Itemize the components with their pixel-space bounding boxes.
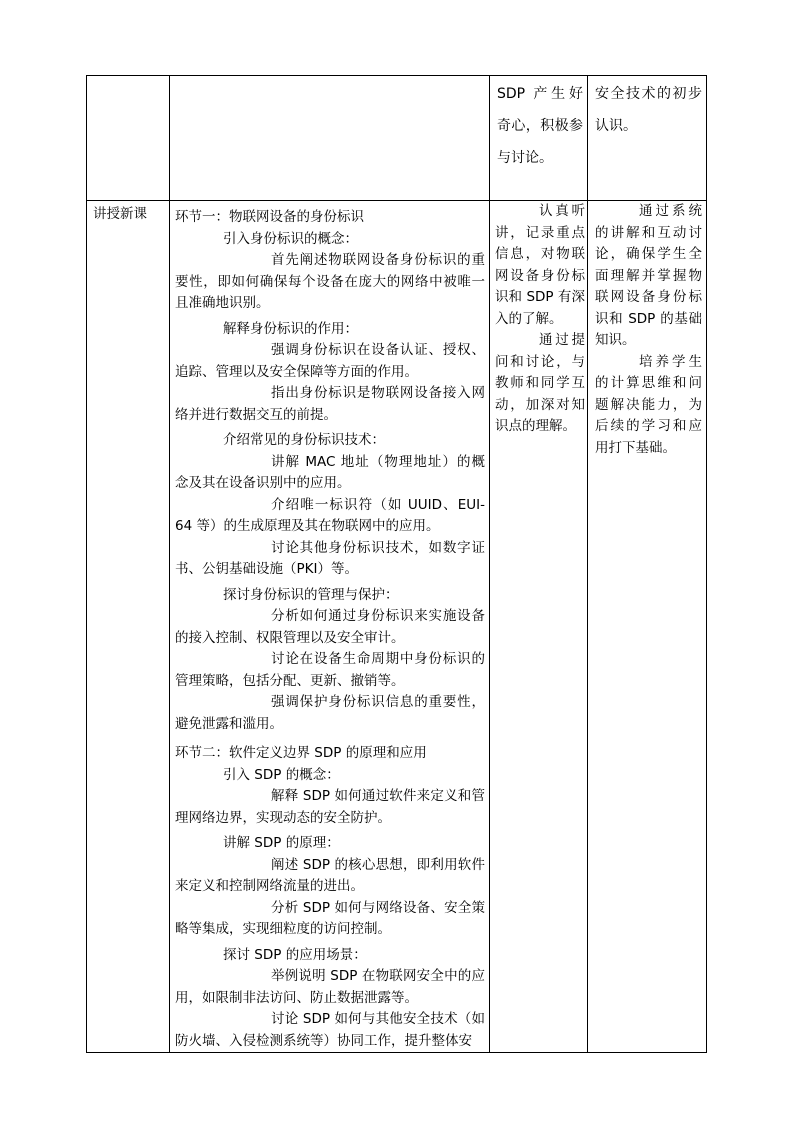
section-title: 环节二：软件定义边界 SDP 的原理和应用 bbox=[175, 745, 427, 761]
paragraph: 讨论在设备生命周期中身份标识的管理策略，包括分配、更新、撤销等。 bbox=[175, 651, 485, 689]
paragraph: 强调保护身份标识信息的重要性，避免泄露和滥用。 bbox=[175, 694, 485, 732]
stage-label: 讲授新课 bbox=[93, 206, 147, 222]
block-heading: 探讨身份标识的管理与保护： bbox=[223, 586, 399, 603]
cell-label-empty bbox=[87, 76, 170, 201]
cell-content-empty bbox=[170, 76, 490, 201]
paragraph: 解释 SDP 如何通过软件来定义和管理网络边界，实现动态的安全防护。 bbox=[175, 788, 485, 826]
paragraph: 举例说明 SDP 在物联网安全中的应用，如限制非法访问、防止数据泄露等。 bbox=[175, 968, 485, 1006]
design-purpose-paragraph: 通过系统的讲解和互动讨论，确保学生全面理解并掌握物联网设备身份标识和 SDP 的基础知识。 bbox=[595, 203, 702, 348]
paragraph: 阐述 SDP 的核心思想，即利用软件来定义和控制网络流量的进出。 bbox=[175, 856, 485, 894]
cell-student-activity bbox=[490, 201, 588, 1053]
paragraph: 首先阐述物联网设备身份标识的重要性，即如何确保每个设备在庞大的网络中被唯一且准确地识别。 bbox=[175, 252, 485, 311]
cell-design-purpose bbox=[588, 201, 707, 1053]
student-activity-text: SDP 产生好奇心，积极参与讨论。 bbox=[497, 86, 583, 166]
block-heading: 讲解 SDP 的原理： bbox=[223, 835, 340, 851]
block-heading: 解释身份标识的作用： bbox=[223, 320, 358, 337]
design-purpose-text: 安全技术的初步认识。 bbox=[595, 86, 702, 134]
block-heading: 引入身份标识的概念： bbox=[223, 230, 358, 247]
paragraph: 指出身份标识是物联网设备接入网络并进行数据交互的前提。 bbox=[175, 385, 485, 423]
table-row-new-lesson bbox=[87, 201, 707, 1053]
student-activity-paragraph: 认真听讲，记录重点信息，对物联网设备身份标识和 SDP 有深入的了解。 bbox=[495, 203, 585, 327]
design-purpose-paragraph: 培养学生的计算思维和问题解决能力，为后续的学习和应用打下基础。 bbox=[595, 353, 702, 456]
section-title: 环节一：物联网设备的身份标识 bbox=[175, 209, 364, 225]
student-activity-paragraph: 通过提问和讨论，与教师和同学互动，加深对知识点的理解。 bbox=[495, 332, 585, 434]
cell-student-activity-top bbox=[490, 76, 588, 201]
paragraph: 强调身份标识在设备认证、授权、追踪、管理以及安全保障等方面的作用。 bbox=[175, 342, 485, 380]
cell-stage-label bbox=[87, 201, 170, 1053]
paragraph: 讨论其他身份标识技术，如数字证书、公钥基础设施（PKI）等。 bbox=[175, 539, 485, 577]
paragraph: 分析如何通过身份标识来实施设备的接入控制、权限管理以及安全审计。 bbox=[175, 608, 485, 646]
table-row-top bbox=[87, 76, 707, 201]
block-heading: 引入 SDP 的概念： bbox=[223, 766, 340, 783]
block-heading: 介绍常见的身份标识技术： bbox=[223, 432, 385, 448]
block-heading: 探讨 SDP 的应用场景： bbox=[223, 946, 367, 963]
paragraph: 介绍唯一标识符（如 UUID、EUI-64 等）的生成原理及其在物联网中的应用。 bbox=[175, 496, 485, 534]
paragraph: 分析 SDP 如何与网络设备、安全策略等集成，实现细粒度的访问控制。 bbox=[175, 899, 485, 937]
paragraph: 讨论 SDP 如何与其他安全技术（如防火墙、入侵检测系统等）协同工作，提升整体安 bbox=[175, 1011, 485, 1049]
cell-teaching-content bbox=[170, 201, 490, 1053]
lesson-plan-table bbox=[86, 75, 707, 1053]
cell-design-purpose-top bbox=[588, 76, 707, 201]
paragraph: 讲解 MAC 地址（物理地址）的概念及其在设备识别中的应用。 bbox=[175, 453, 485, 491]
